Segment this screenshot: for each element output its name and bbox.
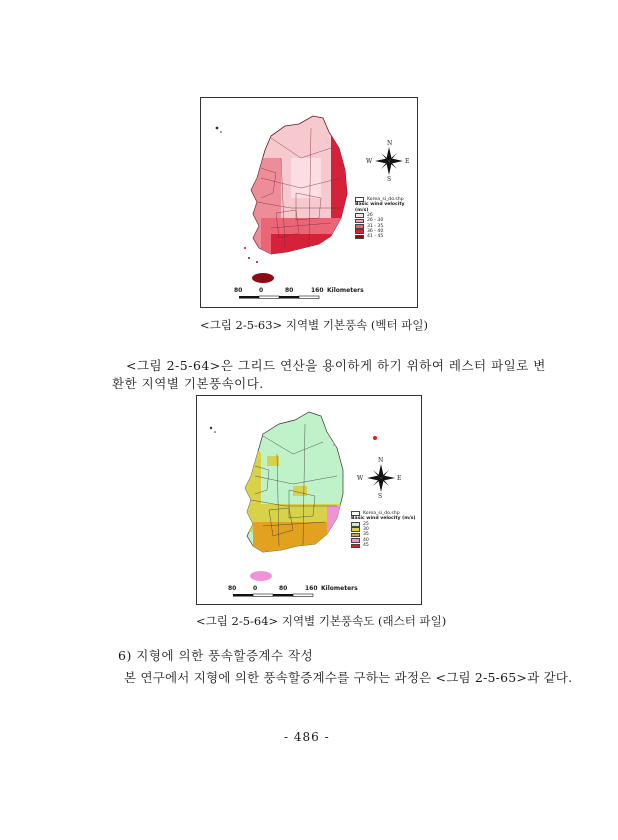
legend-item: 40 — [351, 538, 416, 543]
figure-vector-map — [200, 97, 418, 308]
compass-s-label: S — [378, 493, 383, 500]
paragraph-line-1: <그림 2-5-64>은 그리드 연산을 용이하게 하기 위하여 레스터 파일로 변 — [126, 358, 546, 373]
figure-caption-2: <그림 2-5-64> 지역별 기본풍속도 (래스터 파일) — [196, 614, 447, 628]
compass-w-label: W — [357, 475, 364, 482]
figure-caption-1: <그림 2-5-63> 지역별 기본풍속 (벡터 파일) — [200, 318, 428, 332]
legend-swatch — [355, 224, 364, 229]
scale-label-80: 80 — [279, 585, 288, 592]
legend — [351, 511, 416, 549]
compass-n-label: N — [378, 457, 384, 464]
scale-label-0: 0 — [253, 585, 258, 592]
legend-swatch — [355, 213, 364, 218]
legend-swatch — [351, 544, 360, 549]
legend-item: 26 - 30 — [355, 218, 417, 223]
scale-unit: Kilometers — [327, 287, 364, 294]
scale-label-80: 80 — [285, 287, 294, 294]
legend-item: 45 — [351, 543, 416, 548]
legend-item: 31 - 35 — [355, 224, 417, 229]
legend-item: 36 - 40 — [355, 229, 417, 234]
legend-title: Basic wind velocity (m/s) — [351, 516, 416, 522]
legend-title: Basic wind velocity (m/s) — [355, 202, 405, 213]
scale-unit: Kilometers — [321, 585, 358, 592]
legend-swatch — [351, 527, 360, 532]
compass-w-label: W — [366, 158, 373, 165]
legend-item: 25 — [351, 522, 416, 527]
legend-swatch — [355, 235, 364, 240]
scale-bar — [233, 594, 313, 597]
legend-layer: Korea_si_do.shp — [351, 511, 416, 516]
legend-item: 41 - 45 — [355, 234, 417, 239]
scale-label-0: 0 — [259, 287, 264, 294]
paragraph-line-2: 환한 지역별 기본풍속이다. — [112, 376, 264, 391]
legend-swatch — [355, 229, 364, 234]
compass-rose — [375, 147, 403, 175]
section-heading: 6) 지형에 의한 풍속할증계수 작성 — [118, 648, 314, 663]
compass-s-label: S — [387, 176, 392, 183]
legend-swatch — [351, 522, 360, 527]
compass-e-label: E — [397, 475, 402, 482]
scale-label-160: 160 — [311, 287, 324, 294]
legend-item: 30 — [351, 527, 416, 532]
scale-label-160: 160 — [305, 585, 318, 592]
legend-layer: Korea_si_do.shp — [355, 197, 417, 202]
compass-n-label: N — [387, 140, 393, 147]
compass-e-label: E — [405, 158, 410, 165]
jeju-island — [252, 273, 274, 283]
legend-item: 26 — [355, 213, 417, 218]
page-number: - 486 - — [284, 730, 330, 744]
raster-wind-map — [197, 396, 421, 604]
legend-swatch — [355, 219, 364, 224]
paragraph-2: 본 연구에서 지형에 의한 풍속할증계수를 구하는 과정은 <그림 2-5-65>과 같다. — [124, 670, 573, 685]
legend-swatch — [351, 533, 360, 538]
legend-swatch — [351, 538, 360, 543]
legend-item: 35 — [351, 532, 416, 537]
jeju-island — [250, 571, 272, 581]
scale-label-80-left: 80 — [228, 585, 237, 592]
legend — [355, 197, 417, 240]
ulleung-island — [373, 436, 377, 440]
figure-raster-map — [196, 395, 422, 605]
scale-bar — [239, 296, 319, 299]
compass-rose — [367, 464, 395, 492]
scale-label-80-left: 80 — [234, 287, 243, 294]
